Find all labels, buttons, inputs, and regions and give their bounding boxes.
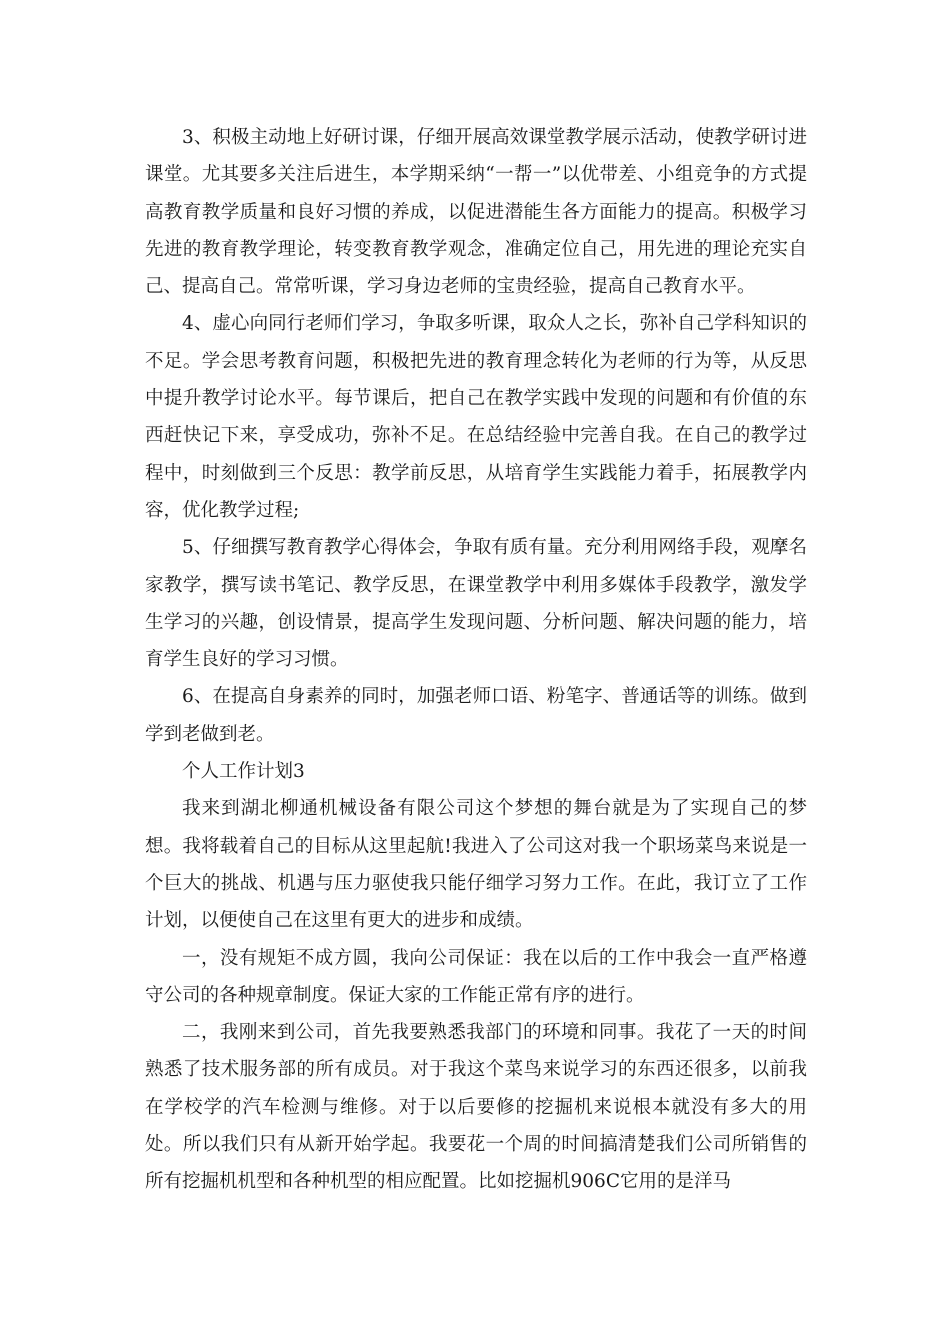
paragraph-item-4: 4、虚心向同行老师们学习，争取多听课，取众人之长，弥补自己学科知识的不足。学会思考教育问题，积极把先进的教育理念转化为老师的行为等，从反思中提升教学讨论水平。每节课后，把自己在教学实践中发现的问题和有价值的东西赶快记下来，享受成功，弥补不足。在总结经验中完善自我。在自己的教学过程中，时刻做到三个反思：教学前反思，从培育学生实践能力着手，拓展教学内容，优化教学过程; bbox=[145, 313, 807, 521]
section-heading: 个人工作计划3 bbox=[182, 761, 305, 783]
paragraph-intro: 我来到湖北柳通机械设备有限公司这个梦想的舞台就是为了实现自己的梦想。我将载着自己的目标从这里起航!我进入了公司这对我一个职场菜鸟来说是一个巨大的挑战、机遇与压力驱使我只能仔细学习努力工作。在此，我订立了工作计划，以便使自己在这里有更大的进步和成绩。 bbox=[145, 798, 807, 932]
paragraph-point-two: 二，我刚来到公司，首先我要熟悉我部门的环境和同事。我花了一天的时间熟悉了技术服务部的所有成员。对于我这个菜鸟来说学习的东西还很多，以前我在学校学的汽车检测与维修。对于以后要修的挖掘机来说根本就没有多大的用处。所以我们只有从新开始学起。我要花一个周的时间搞清楚我们公司所销售的所有挖掘机机型和各种机型的相应配置。比如挖掘机906C它用的是洋马 bbox=[145, 1022, 807, 1193]
paragraph-item-5: 5、仔细撰写教育教学心得体会，争取有质有量。充分利用网络手段，观摩名家教学，撰写读书笔记、教学反思，在课堂教学中利用多媒体手段教学，激发学生学习的兴趣，创设情景，提高学生发现问题、分析问题、解决问题的能力，培育学生良好的学习习惯。 bbox=[145, 537, 807, 671]
document-body bbox=[145, 119, 807, 1201]
paragraph-point-one: 一，没有规矩不成方圆，我向公司保证：我在以后的工作中我会一直严格遵守公司的各种规章制度。保证大家的工作能正常有序的进行。 bbox=[145, 947, 807, 1006]
paragraph-item-3: 3、积极主动地上好研讨课，仔细开展高效课堂教学展示活动，使教学研讨进课堂。尤其要多关注后进生，本学期采纳“一帮一”以优带差、小组竞争的方式提高教育教学质量和良好习惯的养成，以促进潜能生各方面能力的提高。积极学习先进的教育教学理论，转变教育教学观念，准确定位自己，用先进的理论充实自己、提高自己。常常听课，学习身边老师的宝贵经验，提高自己教育水平。 bbox=[145, 127, 807, 298]
paragraph-item-6: 6、在提高自身素养的同时，加强老师口语、粉笔字、普通话等的训练。做到学到老做到老。 bbox=[145, 686, 807, 745]
